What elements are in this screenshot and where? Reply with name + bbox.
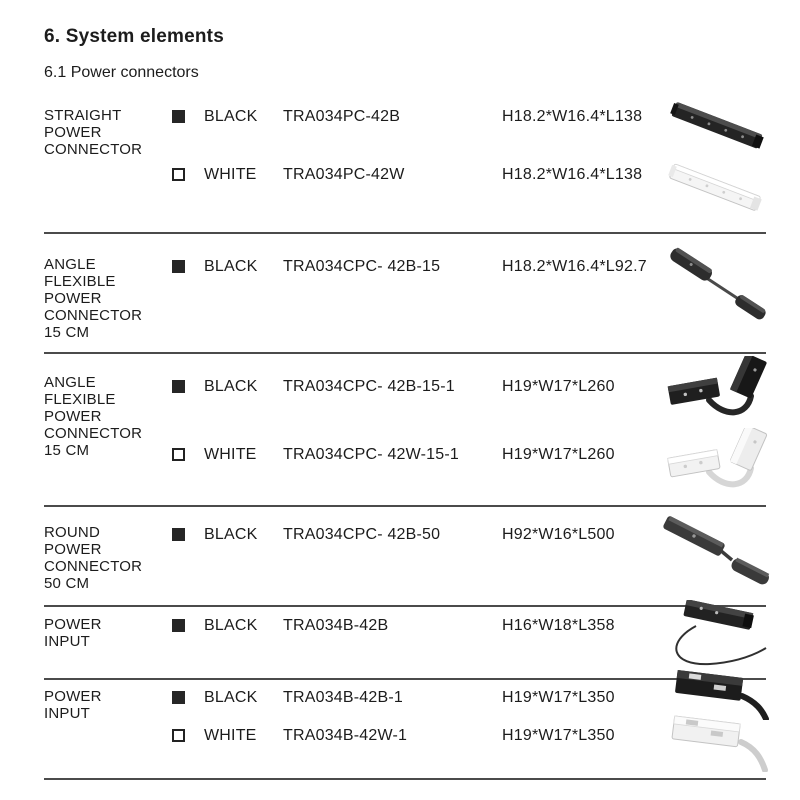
variant-row	[0, 727, 800, 747]
variant-color-label: BLACK	[204, 108, 258, 125]
variant-dimensions: H92*W16*L500	[502, 526, 615, 543]
product-name-line: POWER	[44, 616, 102, 633]
variant-dimensions: H18.2*W16.4*L138	[502, 166, 643, 183]
variant-sku: TRA034CPC- 42W-15-1	[283, 446, 460, 463]
black-swatch-icon	[172, 691, 185, 704]
variant-color-label: WHITE	[204, 166, 257, 183]
product-name-line: 15 CM	[44, 442, 90, 459]
variant-row	[0, 166, 800, 186]
page-subtitle: 6.1 Power connectors	[44, 64, 199, 81]
product-name-line: POWER	[44, 408, 102, 425]
straight-power-connector-white-image	[660, 160, 770, 224]
product-name-line: CONNECTOR	[44, 425, 143, 442]
variant-row	[0, 108, 800, 128]
black-swatch-icon	[172, 528, 185, 541]
product-name-line: 50 CM	[44, 575, 90, 592]
product-name	[44, 374, 176, 459]
variant-sku: TRA034B-42W-1	[283, 727, 408, 744]
product-name-line: 15 CM	[44, 324, 90, 341]
black-swatch-icon	[172, 260, 185, 273]
row-separator	[44, 232, 766, 234]
black-swatch-icon	[172, 380, 185, 393]
variant-sku: TRA034PC-42B	[283, 108, 401, 125]
variant-dimensions: H19*W17*L350	[502, 689, 615, 706]
variant-dimensions: H16*W18*L358	[502, 617, 615, 634]
round-power-connector-black-image	[662, 512, 774, 600]
variant-dimensions: H18.2*W16.4*L138	[502, 108, 643, 125]
white-swatch-icon	[172, 168, 185, 181]
power-input-cable-black-image	[660, 668, 776, 720]
product-name-line: POWER	[44, 290, 102, 307]
angle-flexible-power-connector-black-image	[668, 245, 768, 325]
variant-dimensions: H19*W17*L260	[502, 378, 615, 395]
product-name-line: CONNECTOR	[44, 307, 143, 324]
black-swatch-icon	[172, 619, 185, 632]
white-swatch-icon	[172, 448, 185, 461]
variant-color-label: WHITE	[204, 446, 257, 463]
product-name-line: CONNECTOR	[44, 558, 143, 575]
variant-color-label: BLACK	[204, 526, 258, 543]
product-name-line: STRAIGHT	[44, 107, 122, 124]
variant-sku: TRA034CPC- 42B-15	[283, 258, 441, 275]
product-name-line: POWER	[44, 688, 102, 705]
white-swatch-icon	[172, 729, 185, 742]
product-name-line: INPUT	[44, 705, 90, 722]
variant-sku: TRA034PC-42W	[283, 166, 405, 183]
power-input-black-image	[658, 600, 776, 678]
product-name	[44, 524, 176, 592]
variant-row	[0, 446, 800, 466]
variant-sku: TRA034B-42B-1	[283, 689, 403, 706]
variant-row	[0, 378, 800, 398]
row-separator	[44, 605, 766, 607]
variant-color-label: BLACK	[204, 617, 258, 634]
row-separator	[44, 352, 766, 354]
variant-dimensions: H19*W17*L350	[502, 727, 615, 744]
power-input-cable-white-image	[655, 712, 777, 772]
variant-color-label: WHITE	[204, 727, 257, 744]
product-name	[44, 688, 176, 722]
product-name	[44, 107, 176, 158]
variant-color-label: BLACK	[204, 378, 258, 395]
product-name	[44, 256, 176, 341]
variant-dimensions: H18.2*W16.4*L92.7	[502, 258, 647, 275]
row-separator	[44, 778, 766, 780]
product-name-line: FLEXIBLE	[44, 391, 116, 408]
variant-sku: TRA034CPC- 42B-50	[283, 526, 441, 543]
variant-row	[0, 526, 800, 546]
variant-row	[0, 258, 800, 278]
product-name-line: ANGLE	[44, 374, 96, 391]
page-title: 6. System elements	[44, 26, 224, 47]
product-name	[44, 616, 176, 650]
variant-row	[0, 689, 800, 709]
straight-power-connector-black-image	[662, 98, 772, 162]
black-swatch-icon	[172, 110, 185, 123]
product-name-line: FLEXIBLE	[44, 273, 116, 290]
product-name-line: CONNECTOR	[44, 141, 143, 158]
variant-color-label: BLACK	[204, 689, 258, 706]
row-separator	[44, 505, 766, 507]
angle-flexible-power-connector-box-black-image	[665, 356, 775, 426]
variant-color-label: BLACK	[204, 258, 258, 275]
product-name-line: POWER	[44, 541, 102, 558]
product-name-line: ROUND	[44, 524, 100, 541]
row-separator	[44, 678, 766, 680]
variant-row	[0, 617, 800, 637]
angle-flexible-power-connector-box-white-image	[665, 428, 775, 498]
product-name-line: POWER	[44, 124, 102, 141]
variant-sku: TRA034CPC- 42B-15-1	[283, 378, 455, 395]
variant-dimensions: H19*W17*L260	[502, 446, 615, 463]
product-name-line: INPUT	[44, 633, 90, 650]
product-name-line: ANGLE	[44, 256, 96, 273]
variant-sku: TRA034B-42B	[283, 617, 389, 634]
